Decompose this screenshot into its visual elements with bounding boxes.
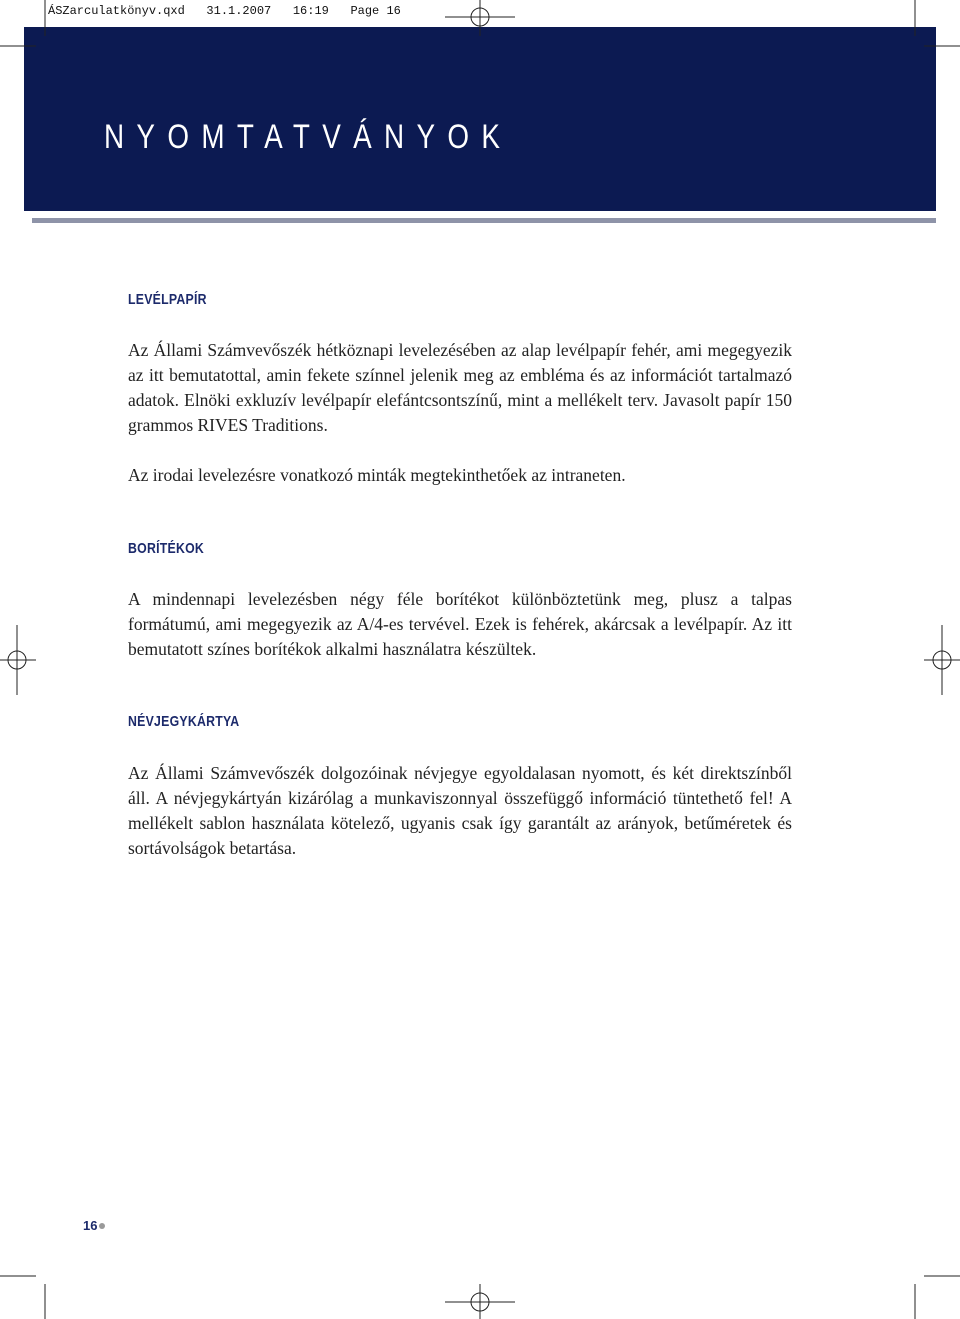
page-number: 16 [83, 1218, 98, 1233]
section-heading-nevjegykartya: NÉVJEGYKÁRTYA [128, 713, 240, 730]
registration-mark-bottom [445, 1284, 515, 1319]
banner-title: NYOMTATVÁNYOK [104, 118, 513, 156]
registration-mark-right [924, 625, 960, 695]
registration-mark-top [445, 0, 515, 36]
paragraph-levelpapir-1: Az Állami Számvevőszék hétköznapi levelezésében az alap levélpapír fehér, ami megegyezik az itt bemutatottal, amin fekete színnel jelenik meg az embléma és az információt tartalmazó adatok. Elnöki exkluzív levélpapír elefántcsontszínű, mint a mellékelt terv. Javasolt papír 150 grammos RIVES Traditions. [128, 340, 792, 435]
section-heading-levelpapir: LEVÉLPAPÍR [128, 291, 207, 308]
paragraph-boritekok: A mindennapi levelezésben négy féle borítékot különböztetünk meg, plusz a talpas formátumú, ami megegyezik az A/4-es tervével. Ezek is fehérek, akárcsak a levélpapír. Az itt bemutatott színes borítékok alkalmi használatra készültek. [128, 589, 792, 659]
section-heading-boritekok: BORÍTÉKOK [128, 540, 205, 557]
file-slug-line: ÁSZarculatkönyv.qxd 31.1.2007 16:19 Page 16 [48, 4, 401, 18]
paragraph-nevjegykartya: Az Állami Számvevőszék dolgozóinak névjegye egyoldalasan nyomott, és két direktszínből áll. A névjegykártyán kizárólag a munkaviszonnyal összefüggő információ tüntethető fel! A mellékelt sablon használata kötelező, ugyanis csak így garantált az arányok, betűméretek és sortávolságok betartása. [128, 763, 792, 858]
paragraph-levelpapir-2: Az irodai levelezésre vonatkozó minták megtekinthetőek az intraneten. [128, 465, 626, 485]
registration-mark-left [0, 625, 36, 695]
